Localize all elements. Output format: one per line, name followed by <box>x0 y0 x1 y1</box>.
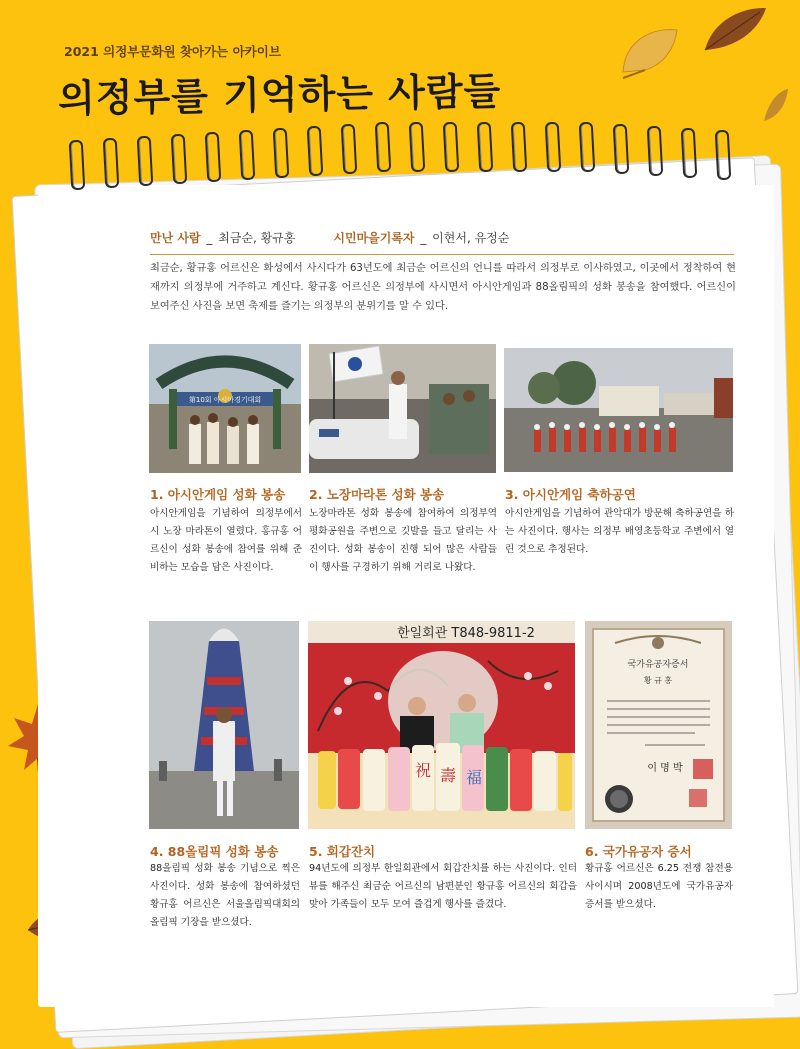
interview-meta: 만난 사람 _ 최금순, 황규홍 시민마을기록자 _ 이현서, 유정순 <box>150 229 734 255</box>
page-title: 의정부를 기억하는 사람들 <box>57 68 502 121</box>
org-series-label: 의정부문화원 찾아가는 아카이브 <box>103 44 281 59</box>
caption-title-6: 6. 국가유공자 증서 <box>585 844 692 859</box>
photo-band-performance <box>504 348 733 472</box>
caption-text-6: 황규홍 어르신은 6.25 전쟁 참전용사이시며 2008년도에 국가유공자 증서를 받으셨다. <box>585 863 733 910</box>
caption-title-3: 3. 아시안게임 축하공연 <box>505 487 636 502</box>
ginkgo-leaf-icon <box>615 22 685 82</box>
cake-char-3: 福 <box>465 768 483 787</box>
photo-olympic-torch <box>149 621 299 829</box>
cert-title: 국가유공자증서 <box>627 660 689 670</box>
cert-minister: 이 명 박 <box>647 763 683 774</box>
recorder-names: 이현서, 유정순 <box>432 231 510 245</box>
cake-char-2: 壽 <box>439 766 457 785</box>
ginkgo-leaf-icon-small <box>760 85 790 125</box>
autumn-leaf-icon <box>700 2 770 57</box>
cert-name: 황 규 홍 <box>643 676 673 685</box>
spiral-binding <box>70 122 790 202</box>
photo1-banner-text: 第10회 아시아경기대회 <box>188 396 262 404</box>
caption-text-4: 88올림픽 성화 봉송 기념으로 찍은 사진이다. 성화 봉송에 참여하셨던 황규홍 어르신은 서울올림픽대회의 올림픽 기장을 받으셨다. <box>150 863 300 928</box>
caption-title-4: 4. 88올림픽 성화 봉송 <box>150 844 279 859</box>
interviewee-label: 만난 사람 <box>150 231 201 245</box>
year-label: 2021 <box>64 44 99 59</box>
caption-text-1: 아시안게임을 기념하여 의정부에서 시 노장 마라톤이 열렸다. 홍규홍 어르신이 성화 봉송에 참여를 위해 준비하는 모습을 담은 사진이다. <box>150 508 302 573</box>
photo-asian-games-torch <box>149 344 301 473</box>
series-subtitle <box>64 42 281 60</box>
interviewee-names: 최금순, 황규홍 <box>218 231 296 245</box>
caption-text-2: 노장마라톤 성화 봉송에 참여하여 의정부역 평화공원을 주변으로 깃발을 들고 달리는 사진이다. 성화 봉송이 진행 되어 많은 사람들이 행사를 구경하기 위해 거리로 나왔다. <box>309 508 497 573</box>
photo5-sign-text: 한일회관 T848-9811-2 <box>397 626 535 641</box>
photo-merit-certificate <box>585 621 732 829</box>
caption-title-2: 2. 노장마라톤 성화 봉송 <box>309 487 445 502</box>
caption-title-5: 5. 회갑잔치 <box>309 844 376 859</box>
caption-text-5: 94년도에 의정부 한일회관에서 회갑잔치를 하는 사진이다. 인터뷰를 해주신 최금순 어르신의 남편분인 황규홍 어르신의 회갑을 맞아 가족들이 모두 모여 즐겁게 행사를 즐겼다. <box>309 863 577 910</box>
intro-paragraph: 최금순, 황규홍 어르신은 화성에서 사시다가 63년도에 최금순 어르신의 언니를 따라서 의정부로 이사하였고, 이곳에서 정착하여 현재까지 의정부에 거주하고 계신다. 황규홍 어르신은 의정부에 사시면서 아시안게임과 88올림픽의 성화 봉송을 참여했다. 어르신이 보여주신 사진을 보면 축제를 즐기는 의정부의 분위기를 알 수 있다. <box>150 263 736 312</box>
photo-marathon-torch <box>309 344 496 473</box>
recorder-label: 시민마을기록자 <box>333 231 415 245</box>
caption-text-3: 아시안게임을 기념하여 관악대가 방문해 축하공연을 하는 사진이다. 행사는 의정부 배영초등학교 주변에서 열린 것으로 추정된다. <box>505 508 734 555</box>
cake-char-1: 祝 <box>414 761 432 780</box>
caption-title-1: 1. 아시안게임 성화 봉송 <box>150 487 286 502</box>
photo-60th-birthday <box>308 621 575 829</box>
